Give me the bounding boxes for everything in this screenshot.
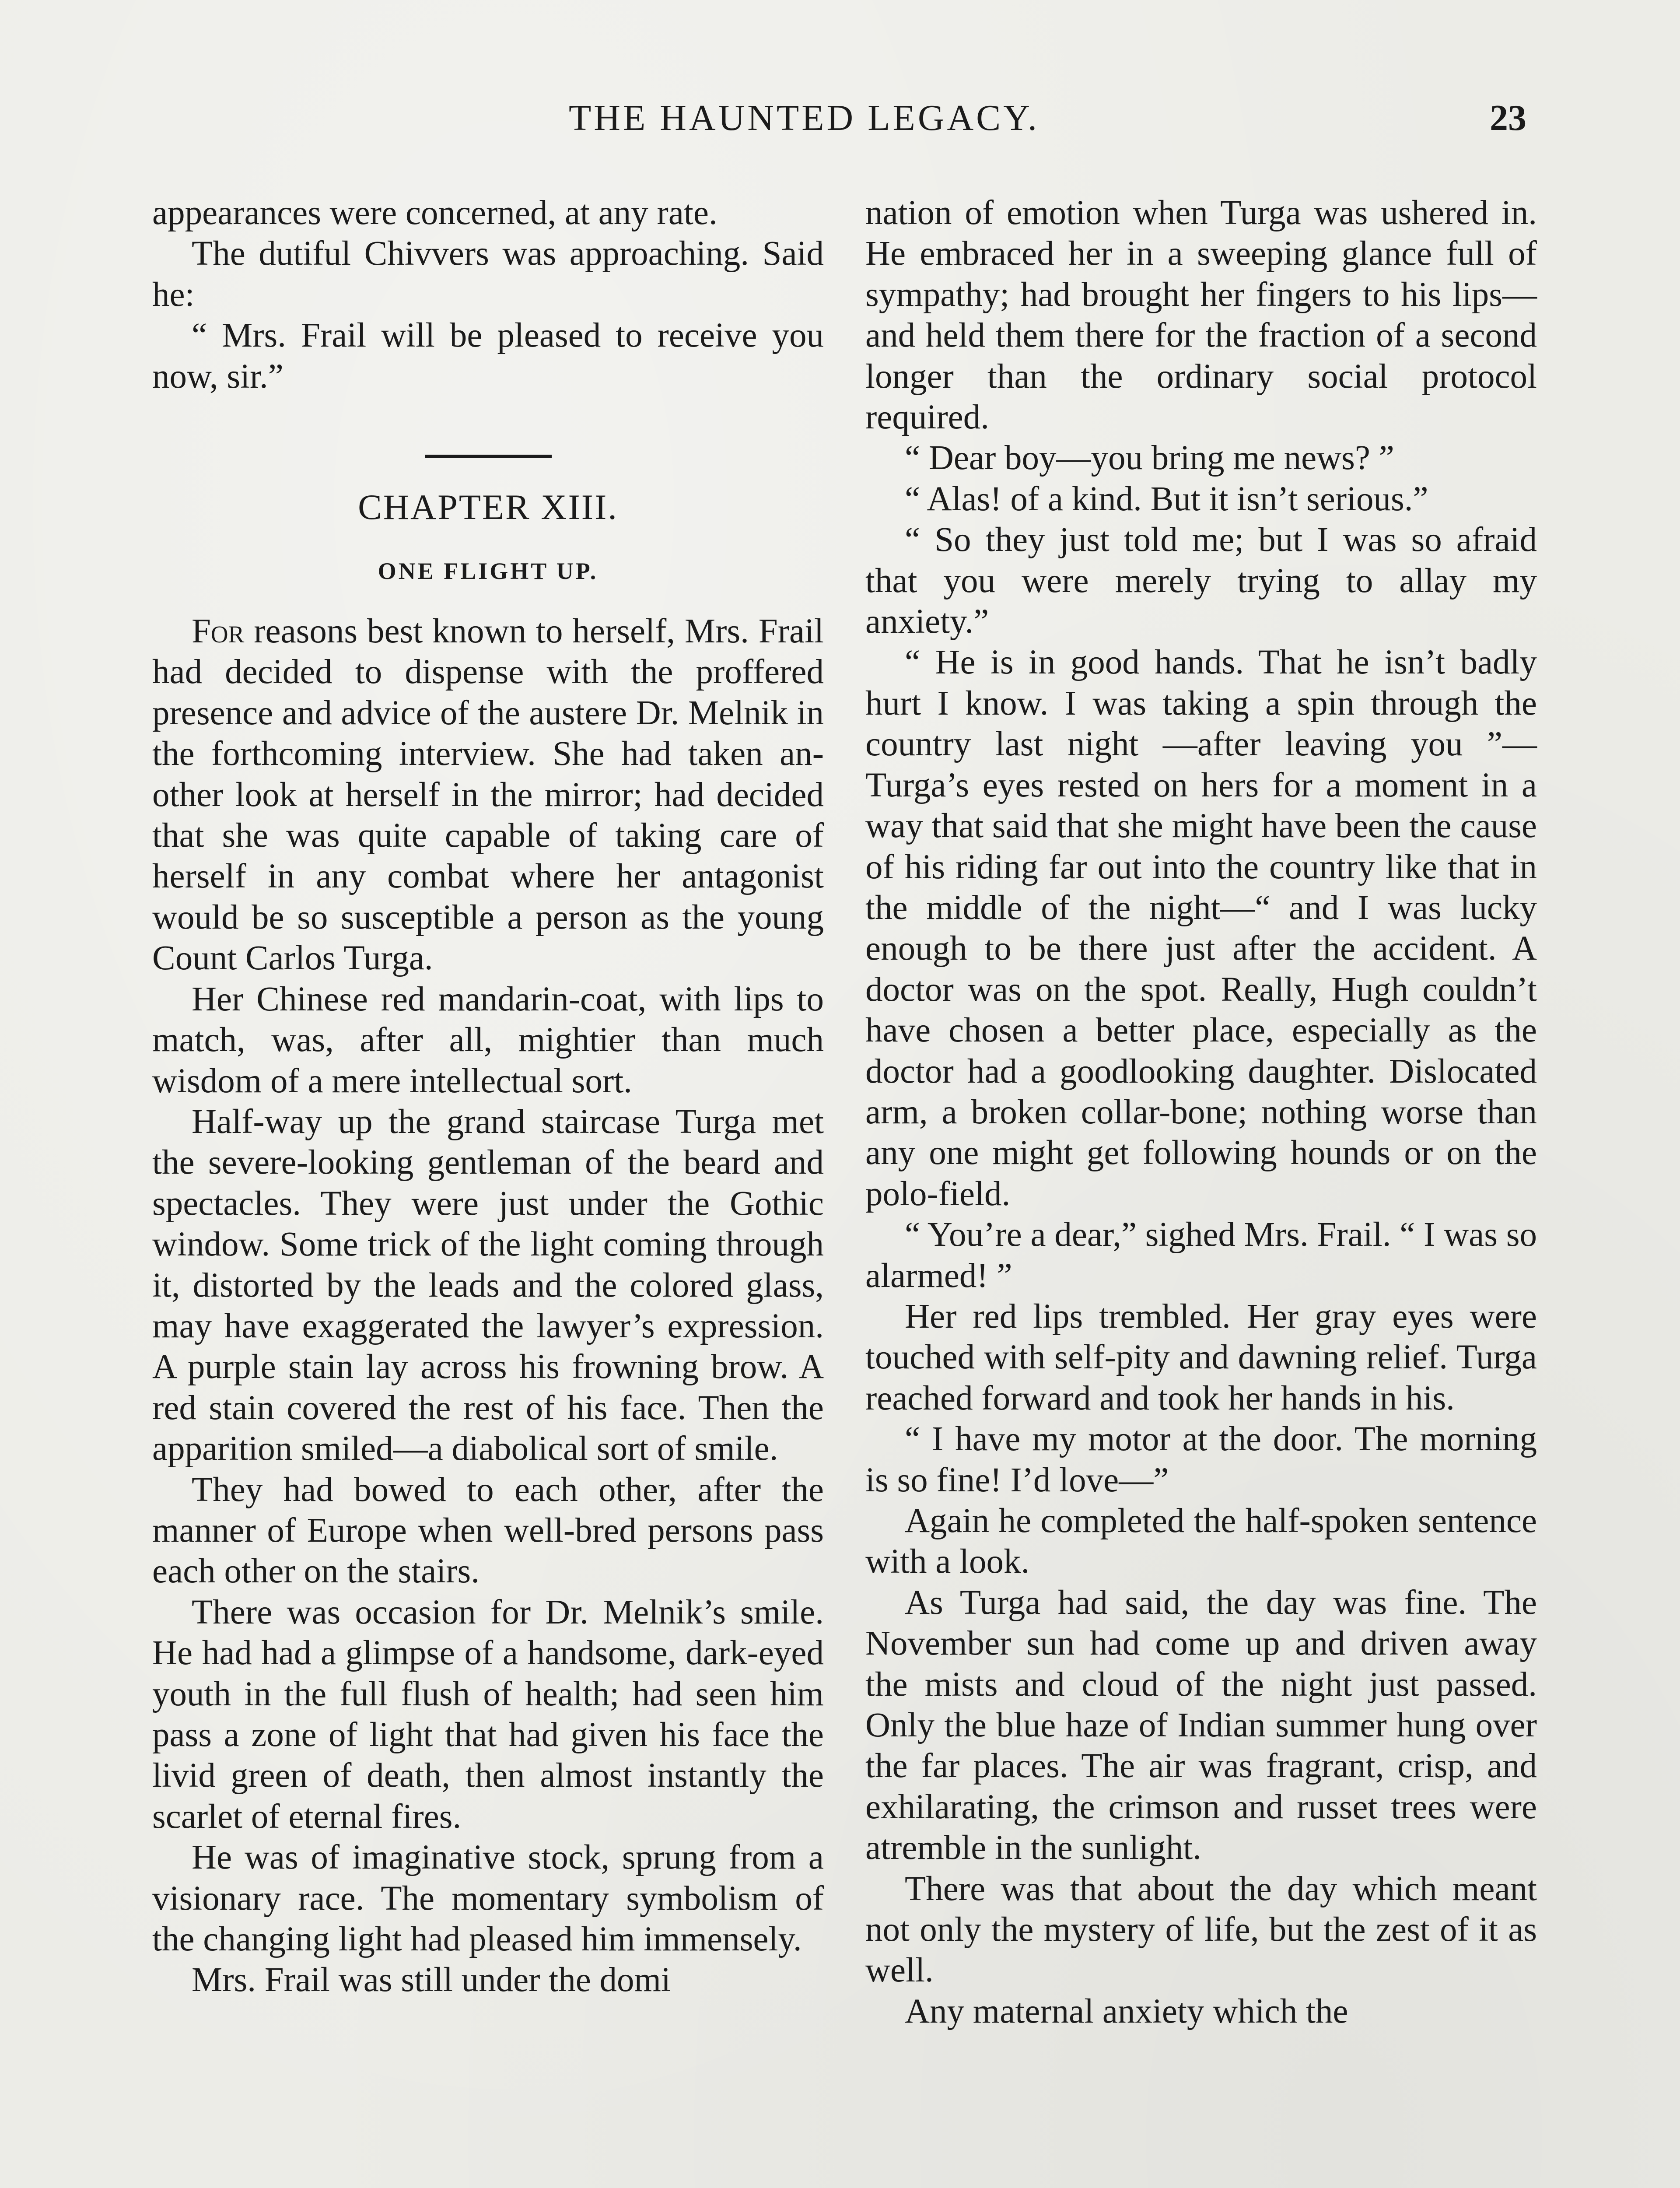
page-number: 23	[1490, 98, 1526, 138]
right-column	[865, 193, 1537, 2032]
paragraph: Her red lips trembled. Her gray eyes were touched with self-pity and dawning relief. Turga reached forward and took her hands in his.	[865, 1297, 1537, 1417]
paragraph: appearances were concerned, at any rate.	[152, 194, 718, 232]
paragraph: There was that about the day which meant not only the mystery of life, but the zest of it as well.	[865, 1869, 1537, 1990]
paragraph: “ Dear boy—you bring me news? ”	[905, 439, 1394, 477]
paragraph: There was occasion for Dr. Melnik’s smile. He had had a glimpse of a handsome, dark-eyed youth in the full flush of health; had seen him pass a zone of light that had given his face the livid green of death, then almost instantly the scarlet of eternal fires.	[152, 1593, 824, 1836]
paragraph	[152, 611, 824, 979]
paragraph: “ You’re a dear,” sighed Mrs. Frail. “ I was so alarmed! ”	[865, 1216, 1537, 1295]
paragraph: “ Mrs. Frail will be pleased to receive you now, sir.”	[152, 316, 824, 396]
paragraph: “ So they just told me; but I was so afraid that you were merely trying to allay my anxiety.”	[865, 521, 1537, 641]
chapter-subtitle: ONE FLIGHT UP.	[378, 558, 598, 585]
paragraph: Half-way up the grand staircase Turga met the severe-looking gentleman of the beard and spectacles. They were just under the Gothic window. Some trick of the light coming through it, distorted by the leads and the colored glass, may have exaggerated the lawyer’s expression. A purple stain lay across his frowning brow. A red stain covered the rest of his face. Then the apparition smiled—a diabolical sort of smile.	[152, 1102, 824, 1468]
paragraph: They had bowed to each other, after the manner of Europe when well-bred persons pass each other on the stairs.	[152, 1470, 824, 1591]
chapter-title: CHAPTER XIII.	[358, 487, 618, 527]
paragraph: As Turga had said, the day was fine. The November sun had come up and driven away the mists and cloud of the night just passed. Only the blue haze of Indian summer hung over the far places. The air was fragrant, crisp, and exhilarating, the crimson and russet trees were atremble in the sunlight.	[865, 1583, 1537, 1867]
paragraph: Her Chinese red mandarin-coat, with lips to match, was, after all, mightier than much wisdom of a mere intellectual sort.	[152, 980, 824, 1100]
paragraph: “ He is in good hands. That he isn’t badly hurt I know. I was taking a spin through the country last night —after leaving you ”—Turga’s eyes rested on hers for a moment in a way that said that she might have been the cause of his riding far out into the country like that in the middle of the night—“ and I was lucky enough to be there just after the accident. A doctor was on the spot. Really, Hugh couldn’t have chosen a better place, especially as the doctor had a goodlooking daughter. Dislocated arm, a broken collar-bone; nothing worse than any one might get following hounds or on the polo-field.	[865, 643, 1537, 1213]
paragraph-lead-word: For	[192, 612, 245, 651]
left-column	[152, 193, 824, 2001]
running-head-title: THE HAUNTED LEGACY.	[569, 98, 1040, 138]
paragraph-text: reasons best known to herself, Mrs. Frail had decided to dispense with the proffered presence and advice of the austere Dr. Melnik in the forthcoming interview. She had taken another look at herself in the mirror; had decided that she was quite capable of taking care of herself in any combat where her antagonist would be so susceptible a person as the young Count Carlos Turga.	[152, 612, 824, 978]
paragraph: nation of emotion when Turga was ushered in. He embraced her in a sweeping glance full of sympathy; had brought her fingers to his lips—and held them there for the fraction of a second longer than the ordinary social protocol required.	[865, 194, 1537, 437]
paragraph: He was of imaginative stock, sprung from a visionary race. The momentary symbolism of the changing light had pleased him immensely.	[152, 1838, 824, 1959]
paragraph: Any maternal anxiety which the	[905, 1992, 1348, 2030]
paragraph: “ I have my motor at the door. The morning is so fine! I’d love—”	[865, 1420, 1537, 1499]
paragraph: Again he completed the half-spoken sentence with a look.	[865, 1502, 1537, 1581]
paragraph: Mrs. Frail was still under the domi	[192, 1961, 671, 1999]
paragraph: The dutiful Chivvers was approaching. Said he:	[152, 235, 824, 314]
paragraph: “ Alas! of a kind. But it isn’t serious.”	[905, 480, 1428, 518]
chapter-divider-rule	[425, 455, 552, 458]
